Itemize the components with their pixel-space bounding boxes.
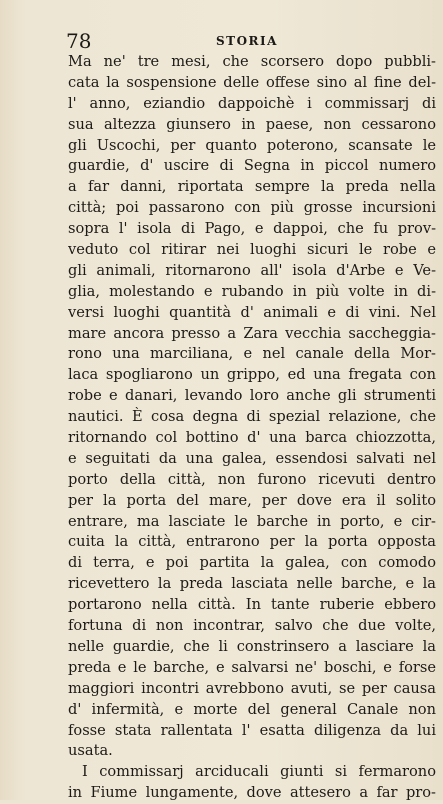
paragraph xyxy=(68,762,436,804)
text-line: Ma ne' tre mesi, che scorsero dopo pubbli- xyxy=(68,53,436,70)
text-line: mare ancora presso a Zara vecchia saccheggia- xyxy=(68,324,436,342)
text-line: ritornando col bottino d' una barca chiozzotta, xyxy=(68,429,436,447)
page-number: 78 xyxy=(66,29,92,53)
running-head xyxy=(66,28,435,54)
text-line: fosse stata rallentata l' esatta diligenza da lui xyxy=(68,721,436,739)
text-line: portarono nella città. In tante ruberie ebbero xyxy=(68,596,436,614)
body-text xyxy=(68,52,436,804)
text-line: sua altezza giunsero in paese, non cessarono xyxy=(68,115,436,133)
text-line: rono una marciliana, e nel canale della Mor- xyxy=(68,345,436,363)
text-line: cata la sospensione delle offese sino al fine del- xyxy=(68,73,436,91)
text-line: ricevettero la preda lasciata nelle barche, e la xyxy=(68,575,436,593)
text-line: a far danni, riportata sempre la preda nella xyxy=(68,178,436,196)
text-line: sopra l' isola di Pago, e dappoi, che fu prov- xyxy=(68,220,436,238)
text-line: glia, molestando e rubando in più volte in di- xyxy=(68,282,436,300)
text-line: laca spogliarono un grippo, ed una fregata con xyxy=(68,366,436,384)
text-line: gli Uscochi, per quanto poterono, scansate le xyxy=(68,136,436,154)
text-line: di terra, e poi partita la galea, con comodo xyxy=(68,554,436,572)
text-line: entrare, ma lasciate le barche in porto, e cir- xyxy=(68,512,436,530)
paragraph xyxy=(68,52,436,762)
text-line: l' anno, eziandio dappoichè i commissarj di xyxy=(68,94,436,112)
text-line: robe e danari, levando loro anche gli strumenti xyxy=(68,387,436,405)
text-line: I commissarj arciducali giunti si fermarono xyxy=(82,763,436,781)
text-line: e seguitati da una galea, essendosi salvati nel xyxy=(68,449,436,467)
text-line: per la porta del mare, per dove era il solito xyxy=(68,491,436,509)
text-line: cuita la città, entrarono per la porta opposta xyxy=(68,533,436,551)
text-line: guardie, d' uscire di Segna in piccol numero xyxy=(68,157,436,175)
running-title: STORIA xyxy=(216,34,278,48)
text-line: città; poi passarono con più grosse incursioni xyxy=(68,199,436,217)
text-line: nelle guardie, che li constrinsero a lasciare la xyxy=(68,637,436,655)
text-line: nautici. È cosa degna di spezial relazione, che xyxy=(68,408,436,426)
text-line: fortuna di non incontrar, salvo che due volte, xyxy=(68,617,436,635)
text-line: d' infermità, e morte del general Canale non xyxy=(68,700,436,718)
text-line: porto della città, non furono ricevuti dentro xyxy=(68,470,436,488)
text-line: preda e le barche, e salvarsi ne' boschi, e forse xyxy=(68,658,436,676)
text-line: veduto col ritirar nei luoghi sicuri le robe e xyxy=(68,241,436,259)
text-line: in Fiume lungamente, dove attesero a far pro- xyxy=(68,784,436,802)
text-line: gli animali, ritornarono all' isola d'Arbe e Ve- xyxy=(68,261,436,279)
text-line: maggiori incontri avrebbono avuti, se per causa xyxy=(68,679,436,697)
text-line: versi luoghi quantità d' animali e di vini. Nel xyxy=(68,303,436,321)
text-line: usata. xyxy=(68,742,113,760)
